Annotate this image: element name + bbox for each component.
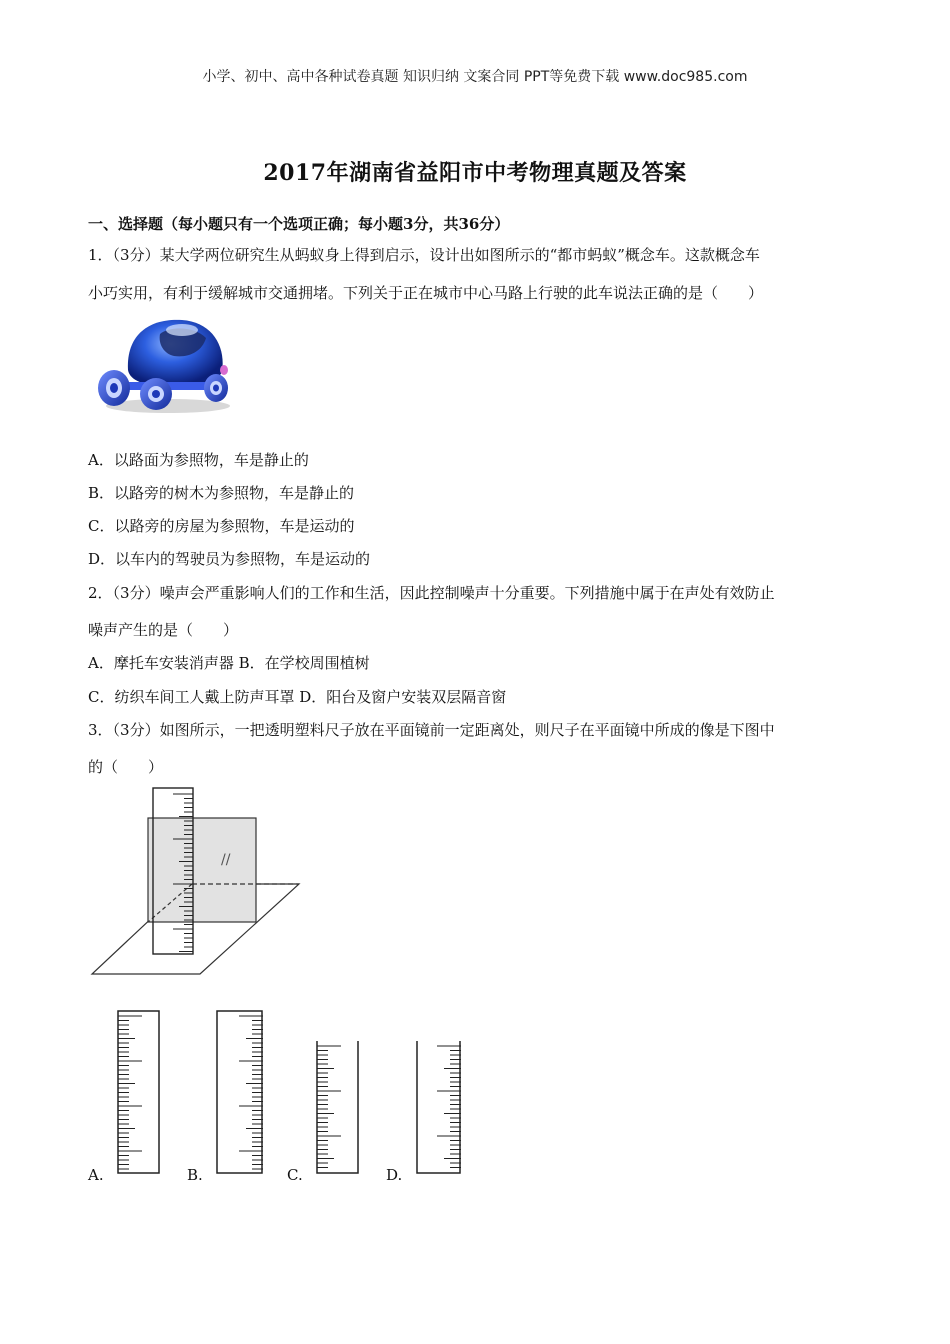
page-title: 2017年湖南省益阳市中考物理真题及答案 — [263, 160, 687, 186]
q1-option-a: A．以路面为参照物，车是静止的 — [88, 451, 309, 469]
option-b-label: B. — [187, 1166, 203, 1184]
q2-stem-line2: 噪声产生的是（ ） — [88, 621, 239, 639]
q1-option-d: D．以车内的驾驶员为参照物，车是运动的 — [88, 550, 371, 568]
q2-stem-line1: 2．（3分）噪声会严重影响人们的工作和生活，因此控制噪声十分重要。下列措施中属于在声处有效防止 — [88, 584, 775, 602]
option-b-ruler — [216, 1010, 264, 1175]
option-c-ruler — [316, 1040, 360, 1175]
q2-options-row2: C．纺织车间工人戴上防声耳罩 D．阳台及窗户安装双层隔音窗 — [88, 688, 507, 706]
concept-car-image — [90, 312, 235, 417]
option-d-ruler — [416, 1040, 462, 1175]
q1-option-c: C．以路旁的房屋为参照物，车是运动的 — [88, 517, 355, 535]
page-header: 小学、初中、高中各种试卷真题 知识归纳 文案合同 PPT等免费下载 www.doc985.com — [202, 69, 748, 85]
q1-stem-line1: 1．（3分）某大学两位研究生从蚂蚁身上得到启示，设计出如图所示的“都市蚂蚁”概念车。这款概念车 — [88, 246, 760, 264]
option-c-label: C. — [287, 1166, 303, 1184]
q1-option-b: B．以路旁的树木为参照物，车是静止的 — [88, 484, 355, 502]
plane-mirror — [148, 818, 256, 922]
ruler-mirror-figure — [88, 784, 303, 976]
q3-stem-line1: 3．（3分）如图所示，一把透明塑料尺子放在平面镜前一定距离处，则尺子在平面镜中所成的像是下图中 — [88, 721, 775, 739]
option-a-label: A. — [88, 1166, 104, 1184]
mirror-mark: // — [221, 852, 231, 868]
q2-options-row1: A．摩托车安装消声器 B．在学校周围植树 — [88, 654, 370, 672]
q1-stem-line2: 小巧实用，有利于缓解城市交通拥堵。下列关于正在城市中心马路上行驶的此车说法正确的是（ ） — [88, 284, 764, 302]
section-heading: 一、选择题（每小题只有一个选项正确；每小题3分，共36分） — [88, 215, 510, 233]
option-d-label: D. — [386, 1166, 403, 1184]
q3-stem-line2: 的（ ） — [88, 758, 164, 776]
option-a-ruler — [117, 1010, 161, 1175]
